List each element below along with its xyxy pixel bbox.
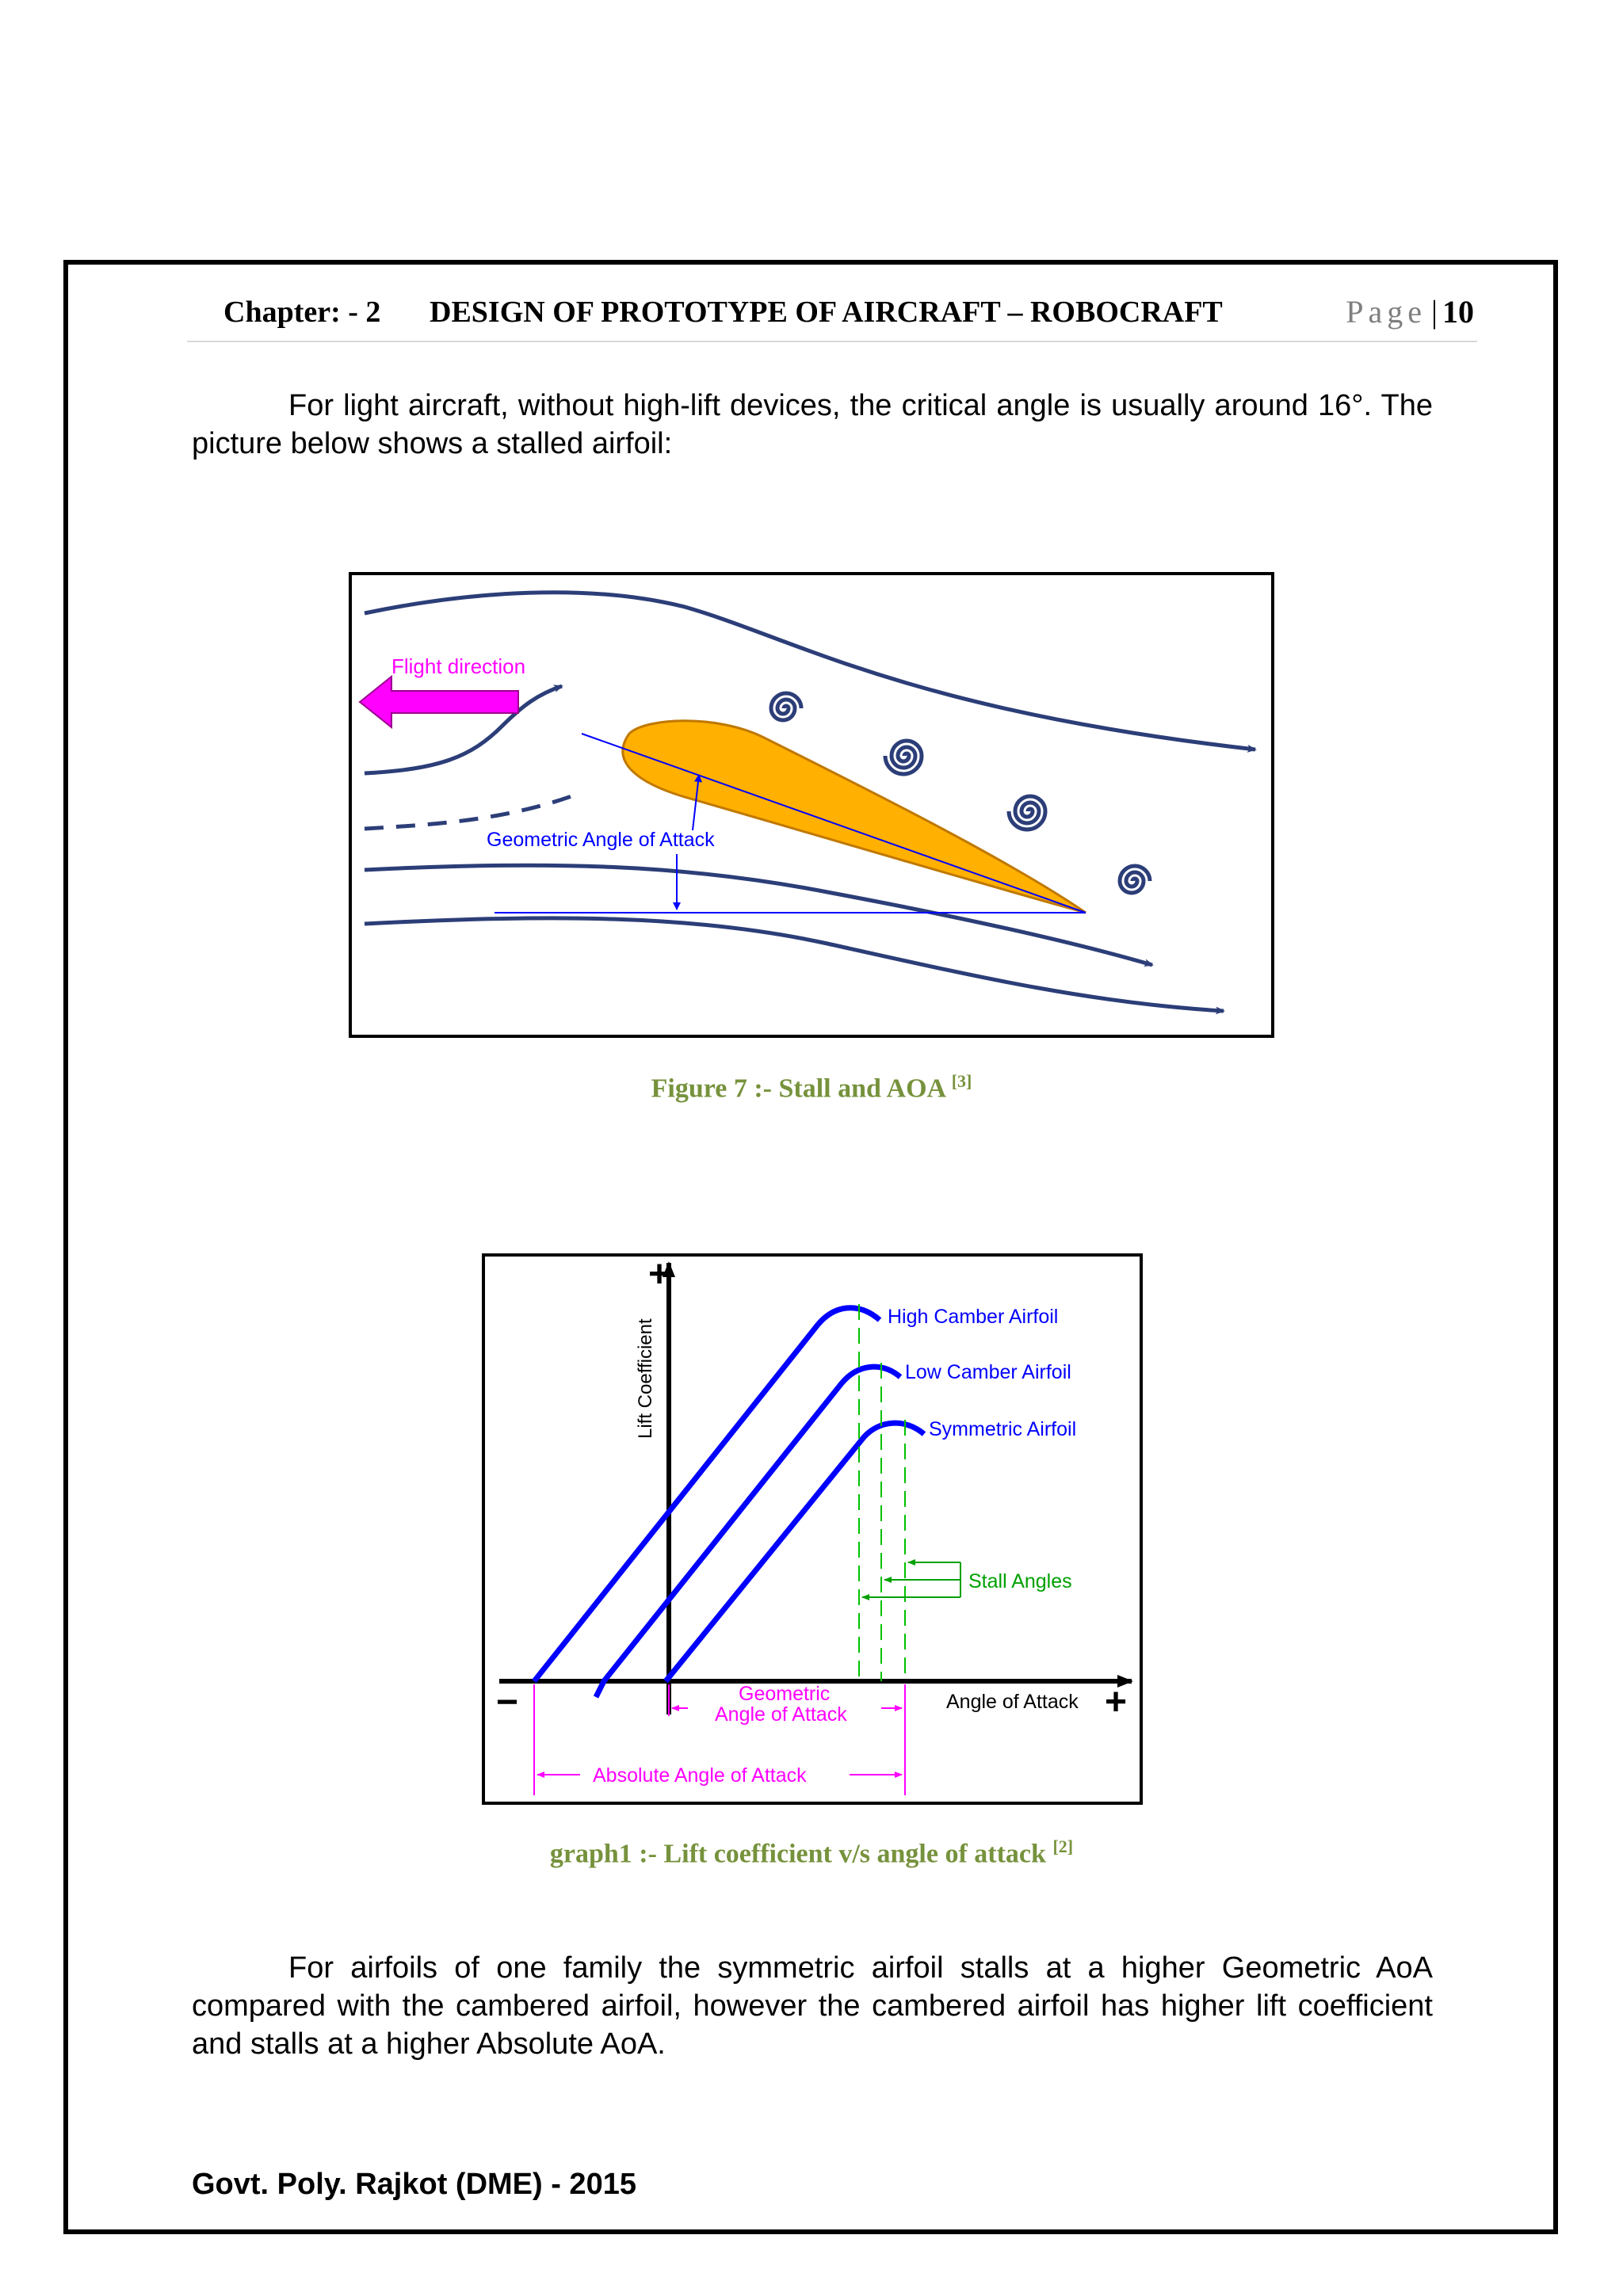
chord-line — [582, 734, 1086, 913]
header-page-num: 10 — [1442, 294, 1474, 330]
absolute-label: Absolute Angle of Attack — [593, 1764, 807, 1787]
lift-graph-svg — [485, 1257, 1140, 1802]
paragraph-intro-text: For light aircraft, without high-lift devices, the critical angle is usually around 16°. The picture below shows a stalled airfoil: — [192, 389, 1433, 460]
graph1-caption — [0, 1836, 1623, 1869]
figure-stall-aoa — [349, 572, 1274, 1038]
vortex-4 — [1120, 866, 1150, 893]
streamline-bottom — [365, 918, 1224, 1011]
x-axis-label: Angle of Attack — [946, 1691, 1079, 1713]
label-symmetric: Symmetric Airfoil — [929, 1418, 1077, 1440]
page-header — [187, 285, 1477, 342]
stall-angles-label: Stall Angles — [968, 1570, 1072, 1592]
y-axis-label: Lift Coefficient — [635, 1318, 656, 1439]
label-low-camber: Low Camber Airfoil — [905, 1361, 1071, 1383]
geometric-label-line1: Geometric — [739, 1683, 831, 1705]
flight-direction-arrow — [360, 677, 518, 727]
graph-lift-vs-aoa — [482, 1253, 1143, 1805]
paragraph-conclusion — [192, 1949, 1433, 2063]
streamline-dashed — [365, 795, 574, 829]
x-plus-sign: + — [1105, 1681, 1128, 1723]
header-page-number: Page | 10 — [1346, 294, 1474, 330]
x-minus-sign: − — [496, 1681, 519, 1723]
header-page-word: Page — [1346, 294, 1426, 330]
graph1-caption-ref: [2] — [1052, 1836, 1074, 1856]
figure7-caption-text: Figure 7 :- Stall and AOA — [651, 1074, 945, 1104]
header-chapter: Chapter: - 2 — [223, 296, 381, 329]
stall-diagram — [352, 575, 1271, 1035]
y-plus-sign: + — [648, 1257, 671, 1295]
vortex-1 — [771, 693, 801, 720]
graph1-caption-text: graph1 :- Lift coefficient v/s angle of attack — [549, 1839, 1046, 1869]
geometric-label-line2: Angle of Attack — [715, 1703, 847, 1726]
aoa-label: Geometric Angle of Attack — [487, 829, 715, 851]
curve-high-camber — [534, 1308, 880, 1681]
page-footer: Govt. Poly. Rajkot (DME) - 2015 — [192, 2168, 636, 2201]
paragraph-conclusion-text: For airfoils of one family the symmetric airfoil stalls at a higher Geometric AoA compared with the cambered airfoil, however the cambered airfoil has higher lift coefficient and stalls at a higher Absolute AoA. — [192, 1951, 1433, 2061]
flight-direction-label: Flight direction — [391, 654, 526, 678]
vortex-3 — [1009, 796, 1045, 830]
paragraph-intro — [192, 387, 1433, 463]
figure7-caption-ref: [3] — [951, 1071, 972, 1091]
page-border — [63, 260, 1558, 2234]
vortex-2 — [885, 741, 922, 774]
label-high-camber: High Camber Airfoil — [888, 1306, 1059, 1328]
header-title: DESIGN OF PROTOTYPE OF AIRCRAFT – ROBOCRAFT — [430, 296, 1223, 329]
figure7-caption — [0, 1071, 1623, 1104]
